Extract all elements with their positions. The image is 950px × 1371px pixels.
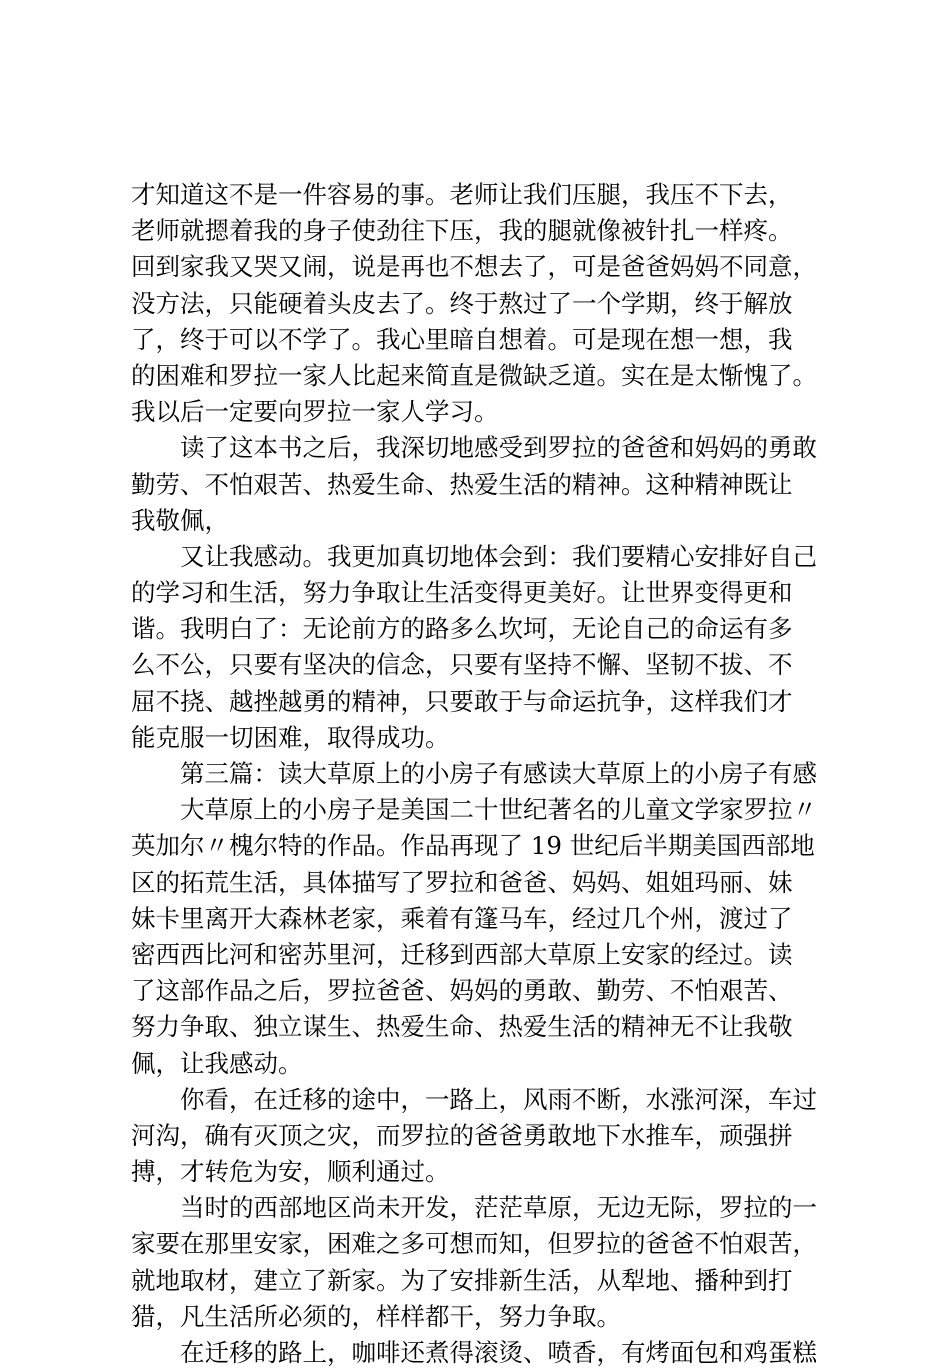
text-line: 的困难和罗拉一家人比起来简直是微缺乏道。实在是太惭愧了。	[131, 360, 817, 390]
text-line: 就地取材，建立了新家。为了安排新生活，从犁地、播种到打	[131, 1265, 793, 1295]
text-line: 妹卡里离开大森林老家，乘着有篷马车，经过几个州，渡过了	[131, 903, 793, 933]
text-line: 区的拓荒生活，具体描写了罗拉和爸爸、妈妈、姐姐玛丽、妹	[131, 867, 793, 897]
text-line: 我敬佩，	[131, 505, 229, 535]
text-line: 英加尔〃槐尔特的作品。作品再现了 19 世纪后半期美国西部地	[131, 831, 815, 861]
text-line: 能克服一切困难，取得成功。	[131, 722, 450, 752]
text-line: 谐。我明白了：无论前方的路多么坎坷，无论自己的命运有多	[131, 614, 793, 644]
text-line: 回到家我又哭又闹，说是再也不想去了，可是爸爸妈妈不同意，	[131, 252, 817, 282]
text-line: 家要在那里安家，困难之多可想而知，但罗拉的爸爸不怕艰苦，	[131, 1229, 817, 1259]
text-line: 屈不挠、越挫越勇的精神，只要敢于与命运抗争，这样我们才	[131, 686, 793, 716]
paragraph-start-line: 在迁移的路上，咖啡还煮得滚烫、喷香，有烤面包和鸡蛋糕	[180, 1338, 817, 1367]
text-line: 勤劳、不怕艰苦、热爱生命、热爱生活的精神。这种精神既让	[131, 469, 793, 499]
text-line: 猎，凡生活所必须的，样样都干，努力争取。	[131, 1301, 621, 1331]
paragraph-start-line: 你看，在迁移的途中，一路上，风雨不断，水涨河深，车过	[180, 1084, 817, 1114]
paragraph-start-line: 读了这本书之后，我深切地感受到罗拉的爸爸和妈妈的勇敢	[180, 433, 817, 463]
text-line: 河沟，确有灭顶之灾，而罗拉的爸爸勇敢地下水推车，顽强拼	[131, 1120, 793, 1150]
body-text	[131, 177, 851, 1371]
section-heading-line: 第三篇：读大草原上的小房子有感读大草原上的小房子有感	[180, 759, 817, 788]
text-line: 了这部作品之后，罗拉爸爸、妈妈的勇敢、勤劳、不怕艰苦、	[131, 976, 793, 1006]
paragraph-start-line: 当时的西部地区尚未开发，茫茫草原，无边无际，罗拉的一	[180, 1193, 817, 1223]
text-line: 没方法，只能硬着头皮去了。终于熬过了一个学期，终于解放	[131, 288, 793, 318]
paragraph-start-line: 大草原上的小房子是美国二十世纪著名的儿童文学家罗拉〃	[180, 795, 817, 825]
text-line: 密西西比河和密苏里河，迁移到西部大草原上安家的经过。读	[131, 939, 793, 969]
text-line: 搏，才转危为安，顺利通过。	[131, 1157, 450, 1187]
text-line: 的学习和生活，努力争取让生活变得更美好。让世界变得更和	[131, 578, 793, 608]
text-line: 了，终于可以不学了。我心里暗自想着。可是现在想一想，我	[131, 324, 793, 354]
paragraph-start-line: 又让我感动。我更加真切地体会到：我们要精心安排好自己	[180, 541, 817, 571]
text-line: 才知道这不是一件容易的事。老师让我们压腿，我压不下去，	[131, 180, 793, 209]
text-line: 努力争取、独立谋生、热爱生命、热爱生活的精神无不让我敬	[131, 1012, 793, 1042]
text-line: 我以后一定要向罗拉一家人学习。	[131, 397, 499, 427]
text-line: 佩，让我感动。	[131, 1048, 303, 1078]
text-line: 老师就摁着我的身子使劲往下压，我的腿就像被针扎一样疼。	[131, 216, 793, 246]
text-line: 么不公，只要有坚决的信念，只要有坚持不懈、坚韧不拔、不	[131, 650, 793, 680]
